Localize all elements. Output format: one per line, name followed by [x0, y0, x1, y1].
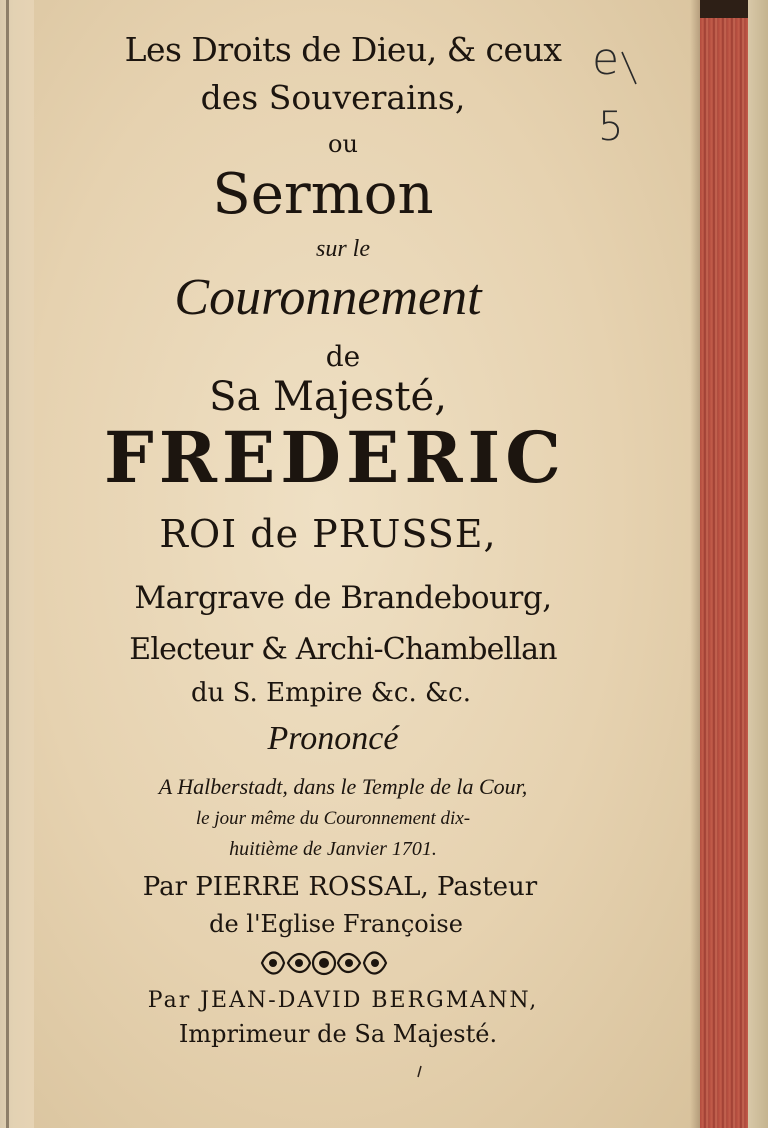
handwritten-stroke [618, 48, 640, 90]
title-line-droits: Les Droits de Dieu, & ceux [124, 30, 562, 69]
book-right-edge [748, 0, 768, 1128]
title-line-empire: du S. Empire &c. &c. [191, 678, 471, 708]
title-line-souverains: des Souverains, [200, 78, 466, 117]
title-line-eglise: de l'Eglise Françoise [209, 910, 463, 938]
title-line-halberstadt: A Halberstadt, dans le Temple de la Cour, [158, 774, 528, 799]
title-line-frederic: FREDERIC [104, 416, 566, 499]
printers-ornament [258, 945, 390, 981]
title-line-de: de [325, 340, 361, 373]
title-line-couronnement: Couronnement [174, 269, 482, 326]
title-line-prononce: Prononcé [267, 720, 399, 757]
handwritten-mark-letter: e [592, 34, 620, 85]
handwritten-mark-number: 5 [598, 104, 624, 150]
binding-stitch [6, 0, 9, 1128]
stray-mark [414, 1064, 424, 1080]
title-line-sermon: Sermon [212, 162, 434, 227]
title-line-sur-le: sur le [316, 236, 370, 262]
title-line-majeste: Sa Majesté, [209, 374, 447, 420]
title-line-ou: ou [328, 130, 358, 158]
title-line-printer: Par JEAN-DAVID BERGMANN, [147, 988, 539, 1013]
title-line-electeur: Electeur & Archi-Chambellan [129, 632, 557, 667]
title-line-roi-de-prusse: ROI de PRUSSE, [159, 512, 497, 556]
title-line-janvier: huitième de Janvier 1701. [229, 838, 437, 860]
title-line-margrave: Margrave de Brandebourg, [134, 580, 552, 616]
title-line-jour-meme: le jour même du Couronnement dix- [195, 808, 471, 829]
title-line-author: Par PIERRE ROSSAL, Pasteur [142, 872, 538, 902]
title-line-imprimeur: Imprimeur de Sa Majesté. [178, 1020, 498, 1048]
